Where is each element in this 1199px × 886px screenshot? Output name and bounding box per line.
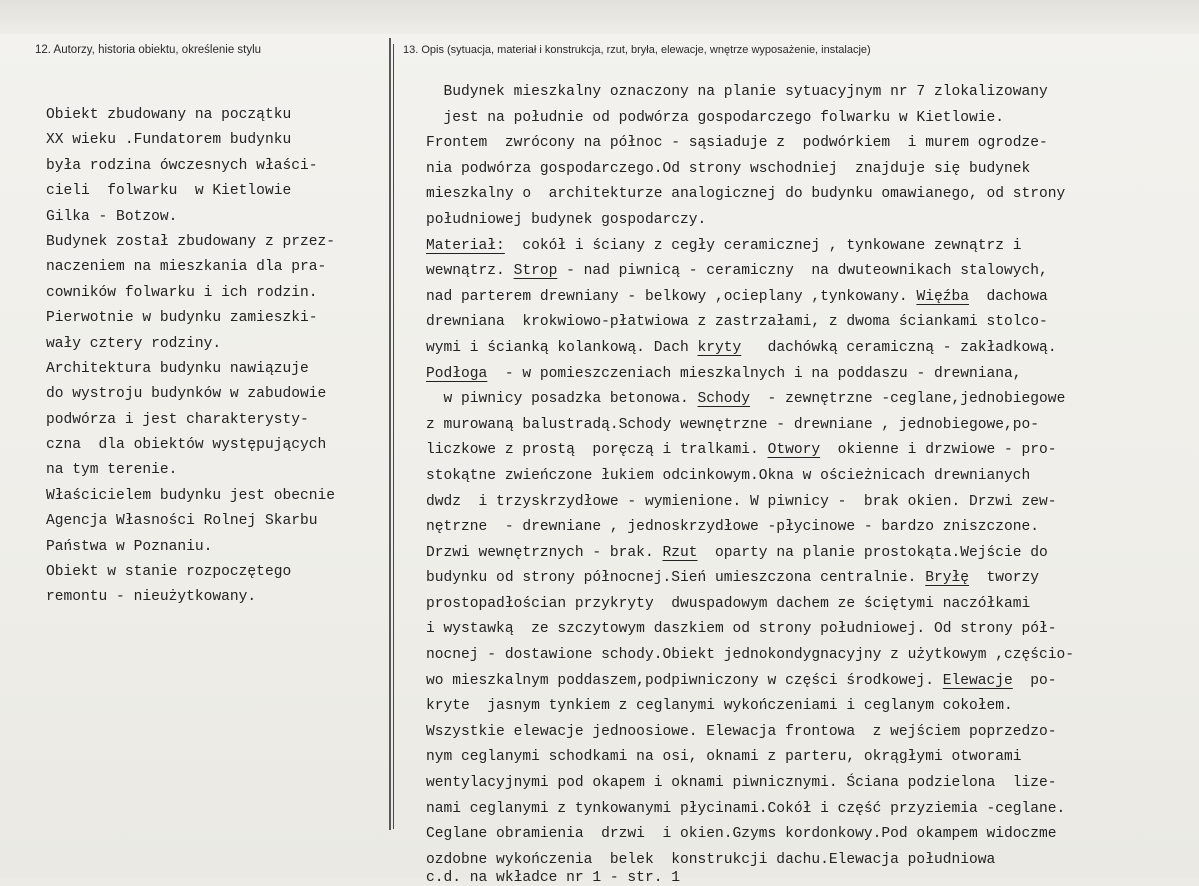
top-margin (0, 0, 1199, 34)
section-12-header: 12. Autorzy, historia obiektu, określenie stylu (35, 44, 262, 56)
left-text-line: do wystroju budynków w zabudowie (46, 386, 327, 403)
underlined-heading: Podłoga (426, 365, 488, 382)
left-text-line: była rodzina ówczesnych właści- (46, 157, 318, 174)
text-segment: po- (1012, 672, 1057, 689)
text-segment: liczkowe z prostą poręczą i tralkami. (426, 442, 768, 459)
left-text-line: Gilka - Botzow. (46, 208, 178, 225)
right-text-line (426, 515, 1074, 541)
right-text-line (426, 336, 1074, 362)
text-segment: wo mieszkalnym poddaszem,podpiwniczony w części środkowej. (426, 672, 943, 689)
left-text-line: XX wieku .Fundatorem budynku (46, 132, 292, 149)
description-text (426, 80, 1074, 873)
right-text-line (426, 131, 1074, 157)
left-text-line: cowników folwarku i ich rodzin. (46, 284, 318, 301)
right-text-line (426, 80, 1074, 106)
right-text-line (426, 413, 1074, 439)
right-text-line (426, 720, 1074, 746)
authors-history-text (46, 103, 335, 611)
right-text-line (426, 669, 1074, 695)
text-segment: Ceglane obramienia drzwi i okien.Gzyms kordonkowy.Pod okampem widoczme (426, 826, 1057, 843)
right-text-line (426, 822, 1074, 848)
left-text-line: Państwa w Poznaniu. (46, 538, 213, 555)
underlined-heading: Elewacje (942, 672, 1013, 689)
underlined-heading: Materiał: (426, 237, 505, 254)
right-text-line (426, 617, 1074, 643)
text-segment: nad parterem drewniany - belkowy ,ocieplany ,tynkowany. (426, 288, 917, 305)
left-text-line: na tym terenie. (46, 462, 178, 479)
text-segment: dwdz i trzyskrzydłowe - wymienione. W piwnicy - brak okien. Drzwi zew- (426, 493, 1057, 510)
continuation-note: c.d. na wkładce nr 1 - str. 1 (426, 869, 680, 886)
text-segment: - w pomieszczeniach mieszkalnych i na poddaszu - drewniana, (487, 365, 1022, 382)
text-segment: Drzwi wewnętrznych - brak. (426, 544, 663, 561)
underlined-heading: Strop (513, 263, 558, 280)
left-text-line: Architektura budynku nawiązuje (46, 360, 309, 377)
text-segment: nętrzne - drewniane , jednoskrzydłowe -płycinowe - bardzo zniszczone. (426, 519, 1040, 536)
text-segment: wymi i ścianką kolankową. Dach (426, 339, 698, 356)
left-text-line: podwórza i jest charakterysty- (46, 411, 309, 428)
underlined-heading: Otwory (767, 442, 821, 459)
right-text-line (426, 797, 1074, 823)
right-text-line (426, 285, 1074, 311)
left-text-line: naczeniem na mieszkania dla pra- (46, 259, 327, 276)
text-segment: budynku od strony północnej.Sień umieszczona centralnie. (426, 570, 926, 587)
text-segment: jest na południe od podwórza gospodarczego folwarku w Kietlowie. (426, 109, 1005, 126)
text-segment: drewniana krokwiowo-płatwiowa z zastrzałami, z dwoma ściankami stolco- (426, 314, 1048, 331)
right-text-line (426, 157, 1074, 183)
underlined-heading: Więźba (916, 288, 969, 305)
left-text-line: Obiekt zbudowany na początku (46, 107, 292, 123)
right-text-line (426, 592, 1074, 618)
right-text-line (426, 106, 1074, 132)
text-segment: nocnej - dostawione schody.Obiekt jednokondygnacyjny z użytkowym ,częścio- (426, 647, 1075, 664)
left-text-line: wały cztery rodziny. (46, 335, 222, 352)
left-text-line: Agencja Własności Rolnej Skarbu (46, 513, 318, 530)
left-text-line: czna dla obiektów występujących (46, 437, 327, 454)
left-text-line: remontu - nieużytkowany. (46, 589, 257, 606)
text-segment: prostopadłościan przykryty dwuspadowym dachem ze ściętymi naczółkami (426, 595, 1031, 612)
right-text-line (426, 464, 1074, 490)
right-text-line (426, 182, 1074, 208)
text-segment: stokątne zwieńczone łukiem odcinkowym.Okna w ościeżnicach drewnianych (426, 467, 1031, 484)
text-segment: w piwnicy posadzka betonowa. (426, 391, 698, 408)
left-text-line: cieli folwarku w Kietlowie (46, 183, 292, 200)
left-text-line: Pierwotnie w budynku zamieszki- (46, 310, 318, 327)
right-text-line (426, 643, 1074, 669)
right-text-line (426, 694, 1074, 720)
right-text-line (426, 541, 1074, 567)
text-segment: Frontem zwrócony na północ - sąsiaduje z podwórkiem i murem ogrodze- (426, 135, 1048, 152)
left-text-line: Właścicielem budynku jest obecnie (46, 487, 336, 504)
text-segment: cokół i ściany z cegły ceramicznej , tynkowane zewnątrz i (504, 237, 1022, 254)
right-text-line (426, 490, 1074, 516)
text-segment: - zewnętrzne -ceglane,jednobiegowe (750, 391, 1066, 408)
right-text-line (426, 745, 1074, 771)
text-segment: nia podwórza gospodarczego.Od strony wschodniej znajduje się budynek (426, 160, 1031, 177)
underlined-heading: Bryłę (925, 570, 969, 587)
underlined-heading: Rzut (662, 544, 698, 561)
text-segment: ozdobne wykończenia belek konstrukcji dachu.Elewacja południowa (426, 851, 996, 868)
text-segment: okienne i drzwiowe - pro- (820, 442, 1057, 459)
text-segment: kryte jasnym tynkiem z ceglanymi wykończeniami i ceglanym cokołem. (426, 698, 1013, 715)
right-text-line (426, 259, 1074, 285)
left-text-line: Budynek został zbudowany z przez- (46, 233, 336, 250)
text-segment: mieszkalny o architekturze analogicznej do budynku omawianego, od strony (426, 186, 1066, 203)
text-segment: z murowaną balustradą.Schody wewnętrzne - drewniane , jednobiegowe,po- (426, 416, 1040, 433)
text-segment: Wszystkie elewacje jednoosiowe. Elewacja frontowa z wejściem poprzedzo- (426, 723, 1057, 740)
text-segment: dachówką ceramiczną - zakładkową. (741, 339, 1057, 356)
right-text-line (426, 362, 1074, 388)
section-13-header: 13. Opis (sytuacja, materiał i konstrukcja, rzut, bryła, elewacje, wnętrze wyposażenie, instalacje) (403, 44, 871, 56)
right-text-line (426, 208, 1074, 234)
right-text-line (426, 438, 1074, 464)
text-segment: wewnątrz. (426, 263, 514, 280)
text-segment: Budynek mieszkalny oznaczony na planie sytuacyjnym nr 7 zlokalizowany (426, 84, 1048, 100)
left-text-line: Obiekt w stanie rozpoczętego (46, 564, 292, 581)
text-segment: nami ceglanymi z tynkowanymi płycinami.Cokół i część przyziemia -ceglane. (426, 800, 1066, 817)
column-divider-inner (393, 44, 394, 829)
text-segment: wentylacyjnymi pod okapem i oknami piwnicznymi. Ściana podzielona lize- (426, 775, 1057, 792)
text-segment: południowej budynek gospodarczy. (426, 211, 707, 228)
right-text-line (426, 310, 1074, 336)
right-text-line (426, 566, 1074, 592)
right-text-line (426, 771, 1074, 797)
text-segment: - nad piwnicą - ceramiczny na dwuteownikach stalowych, (557, 263, 1048, 280)
text-segment: nym ceglanymi schodkami na osi, oknami z parteru, okrągłymi otworami (426, 749, 1022, 766)
text-segment: tworzy (968, 570, 1040, 587)
text-segment: dachowa (968, 288, 1048, 305)
right-text-line (426, 234, 1074, 260)
underlined-heading: Schody (697, 391, 751, 408)
text-segment: i wystawką ze szczytowym daszkiem od strony południowej. Od strony pół- (426, 621, 1057, 638)
column-divider (389, 38, 391, 830)
underlined-heading: kryty (697, 339, 742, 356)
right-text-line (426, 387, 1074, 413)
text-segment: oparty na planie prostokąta.Wejście do (697, 544, 1048, 561)
